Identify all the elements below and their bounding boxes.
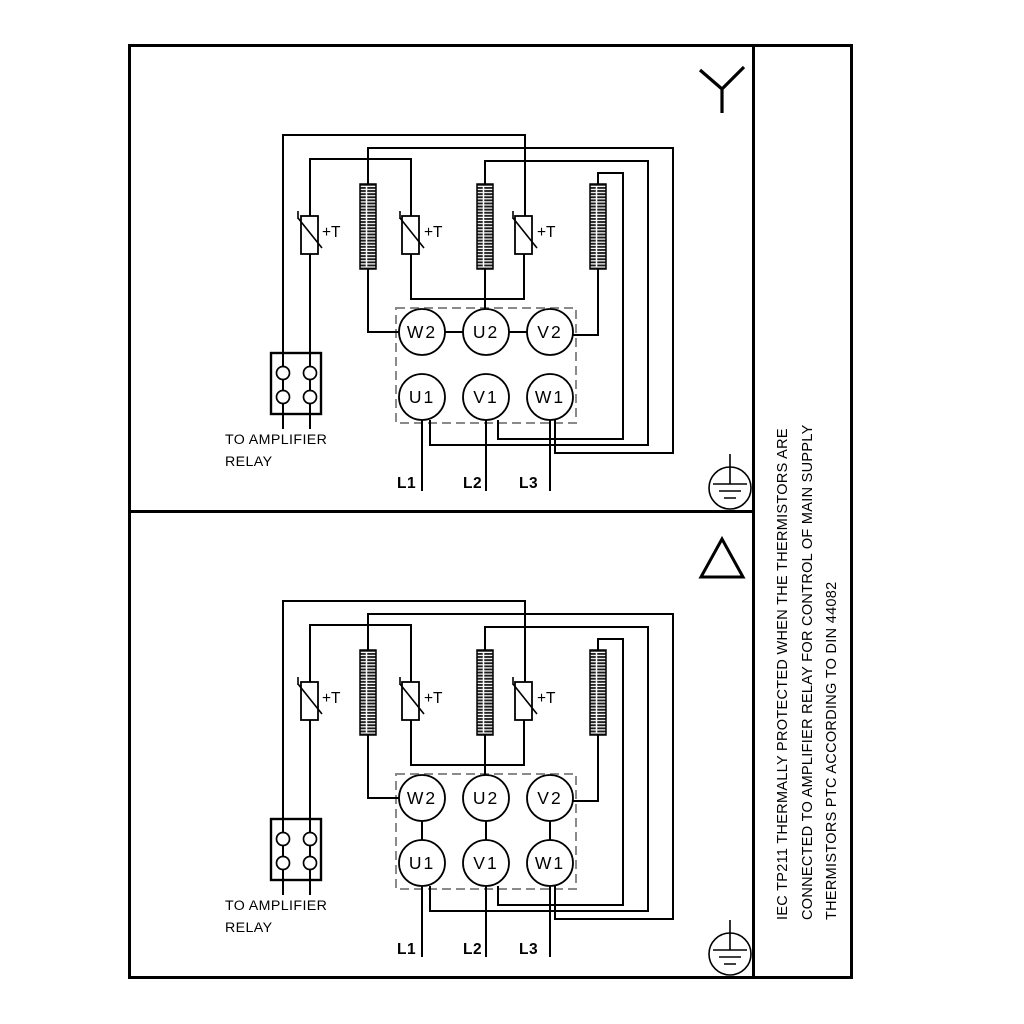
terminal-label-u2: U2 <box>472 788 500 808</box>
thermistor-label: +T <box>537 690 556 707</box>
amplifier-relay-box <box>271 353 321 414</box>
relay-contact <box>304 833 317 846</box>
delta-bridge-links <box>422 821 550 840</box>
ground-icon <box>709 920 751 975</box>
side-note-line2: CONNECTED TO AMPLIFIER RELAY FOR CONTROL OF MAIN SUPPLY <box>799 424 816 920</box>
relay-caption-line2: RELAY <box>225 454 273 470</box>
amplifier-relay-box <box>271 819 321 880</box>
star-wiring-diagram <box>131 47 752 510</box>
thermistors <box>298 677 556 720</box>
drawing-frame <box>128 44 853 979</box>
supply-label-l1: L1 <box>397 475 417 492</box>
terminal-label-u1: U1 <box>408 387 436 407</box>
thermistor-label: +T <box>322 224 341 241</box>
side-note-text <box>771 360 845 920</box>
coil-u <box>477 650 493 735</box>
diagram-column <box>131 47 755 976</box>
thermistor-1 <box>301 682 318 720</box>
thermistor-label: +T <box>322 690 341 707</box>
thermistor-label: +T <box>424 690 443 707</box>
relay-contact <box>277 857 290 870</box>
relay-caption-line1: TO AMPLIFIER <box>225 432 328 448</box>
relay-contact <box>277 367 290 380</box>
relay-contact <box>304 391 317 404</box>
terminal-label-v1: V1 <box>473 387 499 407</box>
coil-w <box>360 650 376 735</box>
terminal-label-v2: V2 <box>537 788 563 808</box>
relay-contact <box>304 367 317 380</box>
delta-icon <box>701 539 743 577</box>
panel-delta <box>131 513 752 976</box>
motor-winding-coils <box>360 184 606 269</box>
terminal-label-u1: U1 <box>408 853 436 873</box>
terminal-label-w1: W1 <box>534 853 566 873</box>
delta-wiring-diagram <box>131 513 752 976</box>
side-note-line1: IEC TP211 THERMALLY PROTECTED WHEN THE THERMISTORS ARE <box>775 428 791 920</box>
side-note-line3: THERMISTORS PTC ACCORDING TO DIN 44082 <box>824 581 840 920</box>
supply-label-l2: L2 <box>463 941 483 958</box>
coil-w <box>360 184 376 269</box>
thermistor-2 <box>402 216 419 254</box>
supply-label-l1: L1 <box>397 941 417 958</box>
thermistors <box>298 211 556 254</box>
coil-v <box>590 184 606 269</box>
terminal-label-w2: W2 <box>406 322 438 342</box>
coil-v <box>590 650 606 735</box>
thermistor-label: +T <box>537 224 556 241</box>
coil-u <box>477 184 493 269</box>
thermistor-3 <box>515 682 532 720</box>
relay-caption-line1: TO AMPLIFIER <box>225 898 328 914</box>
side-note-column <box>758 47 850 976</box>
relay-contact <box>304 857 317 870</box>
thermistor-3 <box>515 216 532 254</box>
terminal-label-w2: W2 <box>406 788 438 808</box>
thermistor-1 <box>301 216 318 254</box>
terminal-label-v2: V2 <box>537 322 563 342</box>
relay-box <box>271 353 321 414</box>
relay-contact <box>277 391 290 404</box>
motor-terminals <box>399 309 573 420</box>
star-icon <box>700 67 744 113</box>
relay-caption-line2: RELAY <box>225 920 273 936</box>
supply-label-l3: L3 <box>519 475 539 492</box>
panel-star <box>131 47 752 513</box>
ground-icon <box>709 454 751 509</box>
thermistor-label: +T <box>424 224 443 241</box>
relay-box <box>271 819 321 880</box>
supply-label-l3: L3 <box>519 941 539 958</box>
thermistor-2 <box>402 682 419 720</box>
relay-contact <box>277 833 290 846</box>
supply-label-l2: L2 <box>463 475 483 492</box>
motor-winding-coils <box>360 650 606 735</box>
terminal-label-u2: U2 <box>472 322 500 342</box>
terminal-label-w1: W1 <box>534 387 566 407</box>
terminal-label-v1: V1 <box>473 853 499 873</box>
